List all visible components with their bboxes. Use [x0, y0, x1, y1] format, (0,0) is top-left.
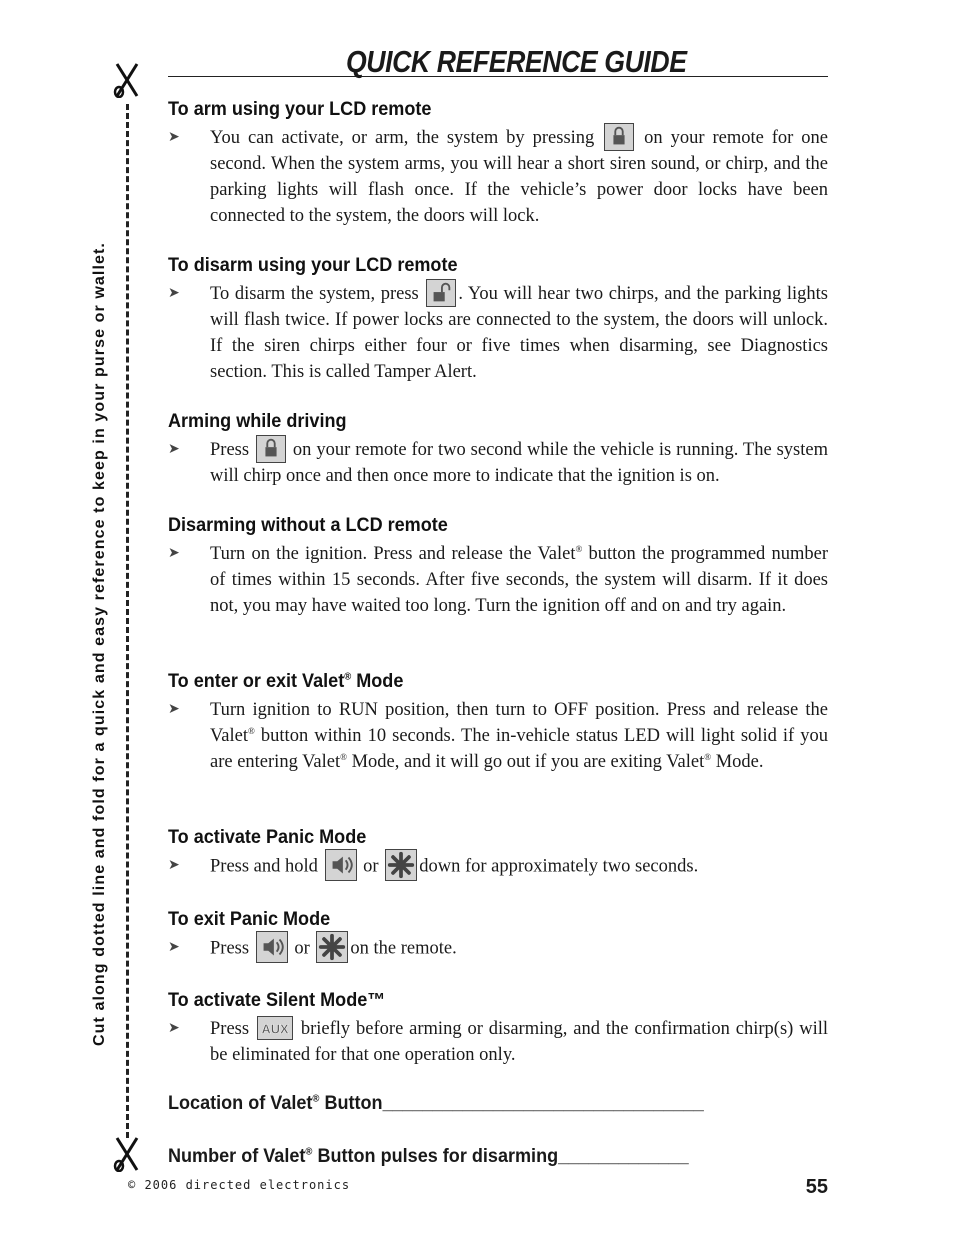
bullet-item: [168, 541, 828, 619]
bullet-item: [168, 437, 828, 489]
registered-mark: ®: [340, 751, 347, 762]
section-silent-mode: [168, 989, 828, 1068]
text-segment: Turn ignition to RUN position, then turn to OFF position. Press and release the Valet: [210, 700, 828, 746]
text-segment: Press: [210, 1019, 255, 1039]
section-disarm-lcd: [168, 254, 828, 385]
text-segment: Press: [210, 938, 254, 959]
bullet-text: [210, 125, 828, 229]
cut-line: [126, 104, 129, 1138]
section-heading: To activate Silent Mode™: [168, 990, 386, 1011]
section-heading: Disarming without a LCD remote: [168, 515, 448, 536]
bullet-text: [210, 853, 828, 881]
text-segment: briefly before arming or disarming, and the confirmation chirp(s) will be eliminated for that one operation only.: [210, 1019, 828, 1065]
registered-mark: ®: [305, 1146, 313, 1158]
bullet-arrow-icon: ➤: [168, 286, 180, 301]
page-title-bar: [168, 44, 828, 77]
fill-blank: ________________________________: [382, 1093, 704, 1114]
bullet-item: [168, 935, 828, 963]
section-valet-mode: [168, 670, 828, 775]
bullet-arrow-icon: ➤: [168, 546, 180, 561]
section-arm-driving: [168, 410, 828, 489]
text-segment: Press: [210, 440, 254, 460]
registered-mark: ®: [344, 671, 352, 683]
section-heading: To exit Panic Mode: [168, 909, 331, 930]
bullet-text: [210, 541, 828, 619]
registered-mark: ®: [312, 1093, 320, 1105]
aux-label: AUX: [261, 1021, 289, 1037]
heading-segment: To enter or exit Valet: [168, 671, 345, 692]
bullet-text: [210, 281, 828, 385]
fill-label: Button pulses for disarming: [312, 1146, 559, 1167]
bullet-item: [168, 125, 828, 229]
page-number: 55: [805, 1176, 828, 1198]
text-segment: or: [358, 856, 384, 877]
fill-blank: _____________: [558, 1146, 689, 1167]
bullet-text: [210, 437, 828, 489]
bullet-item: [168, 853, 828, 881]
valet-pulses-line: [168, 1145, 689, 1169]
bullet-text: [210, 697, 828, 775]
section-panic-exit: [168, 908, 828, 963]
star-button-icon: [385, 849, 417, 881]
text-segment: Mode.: [711, 752, 764, 772]
lock-button-icon: [256, 435, 286, 463]
unlock-button-icon: [426, 279, 456, 307]
text-segment: You can activate, or arm, the system by pressing: [210, 128, 603, 148]
fill-label: Number of Valet: [168, 1146, 306, 1167]
text-segment: To disarm the system, press: [210, 284, 425, 304]
bullet-arrow-icon: ➤: [168, 702, 180, 717]
registered-mark: ®: [248, 725, 255, 736]
page-title: QUICK REFERENCE GUIDE: [346, 44, 687, 79]
text-segment: Turn on the ignition. Press and release the Valet: [210, 544, 576, 564]
section-heading: Arming while driving: [168, 411, 347, 432]
scissors-icon: [113, 62, 141, 98]
star-button-icon: [316, 931, 348, 963]
bullet-item: [168, 697, 828, 775]
bullet-arrow-icon: ➤: [168, 442, 180, 457]
bullet-text: [210, 1016, 828, 1068]
text-segment: on the remote.: [350, 938, 457, 959]
bullet-arrow-icon: ➤: [168, 130, 180, 145]
text-segment: button the programmed number of times within 15 seconds. After five seconds, the system will disarm. If it does not, you may have waited too long. Turn the ignition off and on and try again.: [210, 544, 828, 616]
text-segment: on your remote for one second. When the system arms, you will hear a short siren sound, or chirp, and the parking lights will flash once. If the vehicle’s power door locks have been connected to the system, the doors will lock.: [210, 128, 828, 226]
section-heading: To arm using your LCD remote: [168, 99, 432, 120]
bullet-arrow-icon: ➤: [168, 858, 180, 873]
bullet-text: [210, 935, 828, 963]
aux-button-icon: [257, 1016, 293, 1040]
side-instruction: Cut along dotted line and fold for a quick and easy reference to keep in your purse or wallet.: [91, 242, 108, 1046]
text-segment: Press and hold: [210, 856, 323, 877]
speaker-button-icon: [325, 849, 357, 881]
bullet-item: [168, 281, 828, 385]
bullet-arrow-icon: ➤: [168, 940, 180, 955]
copyright-footer: © 2006 directed electronics: [128, 1178, 351, 1192]
text-segment: Mode, and it will go out if you are exiting Valet: [346, 752, 705, 772]
section-arm-lcd: [168, 98, 828, 229]
registered-mark: ®: [704, 751, 712, 762]
section-heading: To disarm using your LCD remote: [168, 255, 458, 276]
bullet-arrow-icon: ➤: [168, 1021, 180, 1036]
heading-segment: Mode: [351, 671, 404, 692]
bullet-item: [168, 1016, 828, 1068]
section-disarm-no-lcd: [168, 514, 828, 619]
scissors-icon: [113, 1136, 141, 1172]
text-segment: on your remote for two second while the vehicle is running. The system will chirp once and then once more to indicate that the ignition is on.: [210, 440, 829, 486]
text-segment: down for approximately two seconds.: [419, 856, 699, 877]
text-segment: button within 10 seconds. The in-vehicle status LED will light solid if you are entering Valet: [210, 726, 828, 772]
section-panic-activate: [168, 826, 828, 881]
valet-location-line: [168, 1092, 704, 1116]
section-heading: To activate Panic Mode: [168, 827, 367, 848]
fill-label: Button: [319, 1093, 383, 1114]
registered-mark: ®: [575, 543, 583, 554]
speaker-button-icon: [256, 931, 288, 963]
text-segment: . You will hear two chirps, and the parking lights will flash twice. If power locks are connected to the system, the doors will unlock. If the siren chirps either four or five times when disarming, see Diagnostics section. This is called Tamper Alert.: [210, 284, 828, 382]
lock-button-icon: [604, 123, 634, 151]
section-heading: [168, 670, 795, 694]
text-segment: or: [289, 938, 315, 959]
fill-label: Location of Valet: [168, 1093, 313, 1114]
